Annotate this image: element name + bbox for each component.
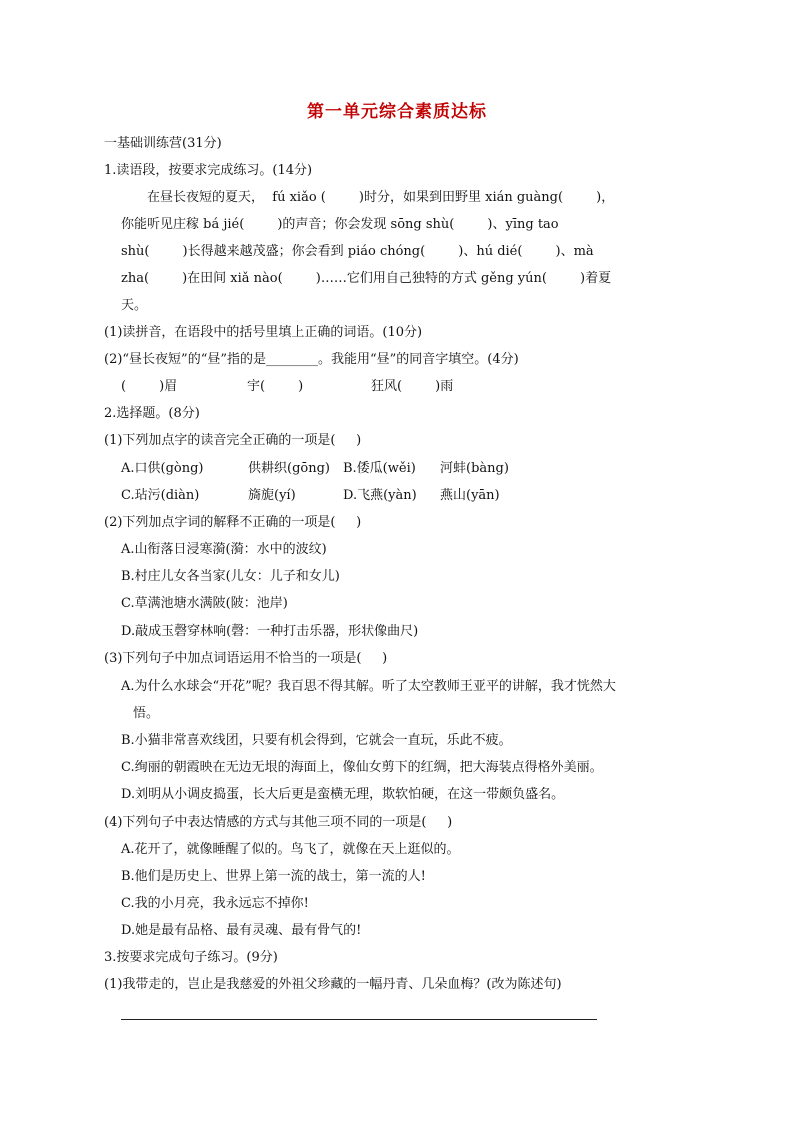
q2-option: 河蚌(bàng) xyxy=(440,461,509,476)
answer-line[interactable] xyxy=(121,1019,597,1020)
q2-option: D.她是最有品格、最有灵魂、最有骨气的! xyxy=(121,923,362,938)
q2-option: A.为什么水球会“开花”呢？我百思不得其解。听了太空教师王亚平的讲解，我才恍然大 xyxy=(121,679,616,694)
q2-option: 燕山(yān) xyxy=(440,488,500,503)
q1-passage-line: 在昼长夜短的夏天， fú xiǎo ( )时分，如果到田野里 xián guàng( )， xyxy=(147,190,615,205)
q2-option: B.小猫非常喜欢线团，只要有机会得到，它就会一直玩，乐此不疲。 xyxy=(121,733,512,748)
q2-option: C.玷污(diàn) xyxy=(121,488,200,503)
q1-passage-line: 你能听见庄稼 bá jié( )的声音；你会发现 sōng shù( )、yīng tao xyxy=(121,217,559,232)
q2-option: A.口供(gòng) xyxy=(121,461,204,476)
q2-option: D.刘明从小调皮捣蛋，长大后更是蛮横无理，欺软怕硬，在这一带颇负盛名。 xyxy=(121,787,565,802)
q3-header: 3.按要求完成句子练习。(9分) xyxy=(104,950,278,965)
q2-option: C.草满池塘水满陂(陂：池岸) xyxy=(121,596,288,611)
q1-passage-line: shù( )长得越来越茂盛；你会看到 piáo chóng( )、hú dié( )、mà xyxy=(121,244,594,259)
q2-sub3: (3)下列句子中加点词语运用不恰当的一项是( ) xyxy=(104,651,388,666)
q2-option: B.村庄儿女各当家(儿女：儿子和女儿) xyxy=(121,569,340,584)
section-heading: 一基础训练营(31分) xyxy=(104,136,222,151)
q2-sub4: (4)下列句子中表达情感的方式与其他三项不同的一项是( ) xyxy=(104,815,453,830)
q2-option-continued: 悟。 xyxy=(133,706,160,721)
q1-fill-blank: 狂风( )雨 xyxy=(371,379,454,394)
q2-sub2: (2)下列加点字词的解释不正确的一项是( ) xyxy=(104,515,362,530)
q2-option: C.我的小月亮，我永远忘不掉你! xyxy=(121,896,309,911)
q2-option: B.他们是历史上、世界上第一流的战士，第一流的人! xyxy=(121,869,426,884)
q2-option: 旖旎(yí) xyxy=(248,488,296,503)
q1-fill-blank: 宇( ) xyxy=(247,379,304,394)
q2-option: B.倭瓜(wěi) xyxy=(343,461,416,476)
q1-header: 1.读语段，按要求完成练习。(14分) xyxy=(104,163,313,178)
page-title: 第一单元综合素质达标 xyxy=(307,102,487,122)
q2-option: D.飞燕(yàn) xyxy=(343,488,417,503)
q2-option: D.敲成玉磬穿林响(磬：一种打击乐器，形状像曲尺) xyxy=(121,624,419,639)
q2-option: C.绚丽的朝霞映在无边无垠的海面上，像仙女剪下的红绸，把大海装点得格外美丽。 xyxy=(121,760,603,775)
q1-passage-line: zha( )在田间 xiǎ nào( )……它们用自己独特的方式 gěng yún( )着夏 xyxy=(121,271,612,286)
q3-sub1: (1)我带走的，岂止是我慈爱的外祖父珍藏的一幅丹青、几朵血梅？(改为陈述句) xyxy=(104,977,562,992)
q2-option: 供耕织(gōng) xyxy=(248,461,330,476)
q1-passage-line: 天。 xyxy=(121,298,148,313)
q2-option: A.花开了，就像睡醒了似的。鸟飞了，就像在天上逛似的。 xyxy=(121,842,460,857)
q2-option: A.山衔落日浸寒漪(漪：水中的波纹) xyxy=(121,542,327,557)
q2-header: 2.选择题。(8分) xyxy=(104,406,200,421)
q1-sub2: (2)“昼长夜短”的“昼”指的是________。我能用“昼”的同音字填空。(4分) xyxy=(104,352,519,367)
q2-sub1: (1)下列加点字的读音完全正确的一项是( ) xyxy=(104,433,362,448)
q1-sub1: (1)读拼音，在语段中的括号里填上正确的词语。(10分) xyxy=(104,325,423,340)
q1-fill-blank: ( )眉 xyxy=(121,379,178,394)
